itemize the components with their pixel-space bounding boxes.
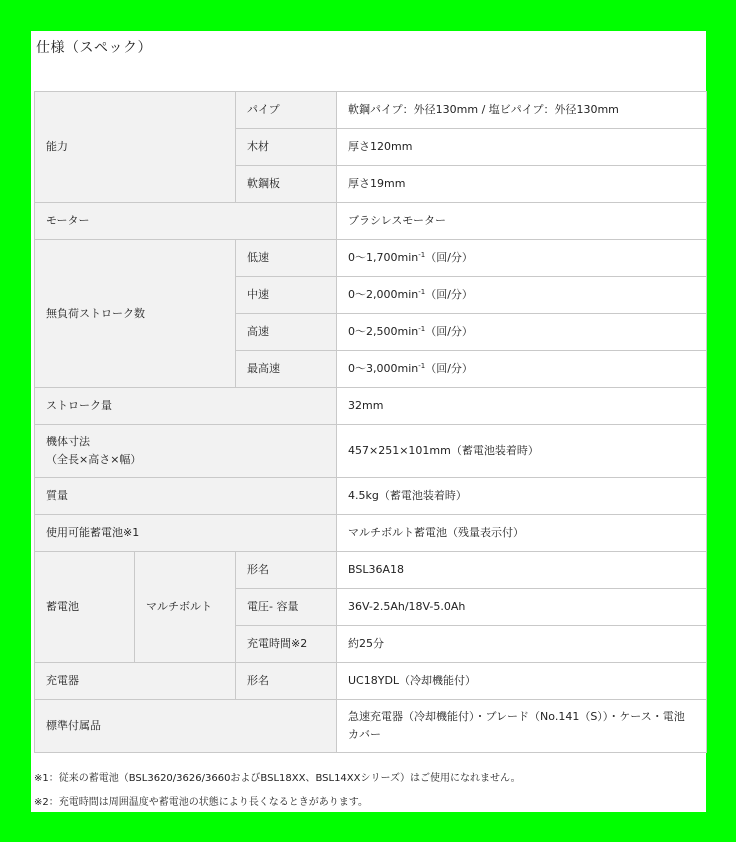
- usable-battery-label: 使用可能蓄電池※1: [35, 515, 337, 552]
- stroke-max-label: 最高速: [236, 351, 337, 388]
- strokes-label: 無負荷ストローク数: [35, 240, 236, 388]
- mass-value: 4.5kg（蓄電池装着時）: [337, 478, 707, 515]
- table-row: [35, 515, 707, 552]
- stroke-mid-number: 0～2,000min: [348, 288, 419, 301]
- charge-time-value: 約25分: [337, 626, 707, 663]
- wood-label: 木材: [236, 129, 337, 166]
- steel-value: 厚さ19mm: [337, 166, 707, 203]
- capacity-label: 能力: [35, 92, 236, 203]
- unit-suffix: （回/分）: [425, 362, 473, 375]
- dimensions-label-line1: 機体寸法: [46, 435, 90, 448]
- table-row: [35, 388, 707, 425]
- stroke-low-number: 0～1,700min: [348, 251, 419, 264]
- stroke-high-label: 高速: [236, 314, 337, 351]
- stroke-low-value: [337, 240, 707, 277]
- unit-superscript: -1: [418, 288, 426, 296]
- battery-voltage-value: 36V-2.5Ah/18V-5.0Ah: [337, 589, 707, 626]
- dimensions-value: 457×251×101mm（蓄電池装着時）: [337, 425, 707, 478]
- table-row: [35, 552, 707, 589]
- stroke-high-number: 0～2,500min: [348, 325, 419, 338]
- battery-voltage-label: 電圧- 容量: [236, 589, 337, 626]
- table-row: [35, 425, 707, 478]
- mass-label: 質量: [35, 478, 337, 515]
- stroke-high-value: [337, 314, 707, 351]
- stroke-max-number: 0～3,000min: [348, 362, 419, 375]
- stroke-length-value: 32mm: [337, 388, 707, 425]
- usable-battery-value: マルチボルト蓄電池（残量表示付）: [337, 515, 707, 552]
- motor-value: ブラシレスモーター: [337, 203, 707, 240]
- page-title: 仕様（スペック）: [36, 40, 152, 56]
- table-row: [35, 478, 707, 515]
- spec-panel: [31, 31, 706, 812]
- stroke-length-label: ストローク量: [35, 388, 337, 425]
- unit-suffix: （回/分）: [425, 251, 473, 264]
- accessories-value: 急速充電器（冷却機能付）・ブレード（No.141（S））・ケース・電池カバー: [337, 700, 707, 753]
- stroke-mid-label: 中速: [236, 277, 337, 314]
- unit-suffix: （回/分）: [425, 325, 473, 338]
- charge-time-label: 充電時間※2: [236, 626, 337, 663]
- charger-label: 充電器: [35, 663, 236, 700]
- battery-model-label: 形名: [236, 552, 337, 589]
- battery-sub-label: マルチボルト: [135, 552, 236, 663]
- table-row: [35, 663, 707, 700]
- footnotes: [34, 770, 521, 818]
- table-row: [35, 92, 707, 129]
- battery-label: 蓄電池: [35, 552, 135, 663]
- footnote-1: ※1：従来の蓄電池（BSL3620/3626/3660およびBSL18XX、BSL14XXシリーズ）はご使用になれません。: [34, 773, 521, 784]
- spec-table: [34, 91, 707, 753]
- pipe-value: 軟鋼パイプ：外径130mm / 塩ビパイプ：外径130mm: [337, 92, 707, 129]
- accessories-label: 標準付属品: [35, 700, 337, 753]
- dimensions-label-line2: （全長×高さ×幅）: [46, 453, 142, 466]
- charger-model-label: 形名: [236, 663, 337, 700]
- stroke-mid-value: [337, 277, 707, 314]
- table-row: [35, 240, 707, 277]
- stroke-max-value: [337, 351, 707, 388]
- battery-model-value: BSL36A18: [337, 552, 707, 589]
- stroke-low-label: 低速: [236, 240, 337, 277]
- pipe-label: パイプ: [236, 92, 337, 129]
- charger-value: UC18YDL（冷却機能付）: [337, 663, 707, 700]
- unit-superscript: -1: [418, 325, 426, 333]
- unit-superscript: -1: [418, 251, 426, 259]
- unit-suffix: （回/分）: [425, 288, 473, 301]
- unit-superscript: -1: [418, 362, 426, 370]
- motor-label: モーター: [35, 203, 337, 240]
- dimensions-label: [35, 425, 337, 478]
- wood-value: 厚さ120mm: [337, 129, 707, 166]
- footnote-2: ※2：充電時間は周囲温度や蓄電池の状態により長くなるときがあります。: [34, 797, 368, 808]
- steel-label: 軟鋼板: [236, 166, 337, 203]
- table-row: [35, 700, 707, 753]
- table-row: [35, 203, 707, 240]
